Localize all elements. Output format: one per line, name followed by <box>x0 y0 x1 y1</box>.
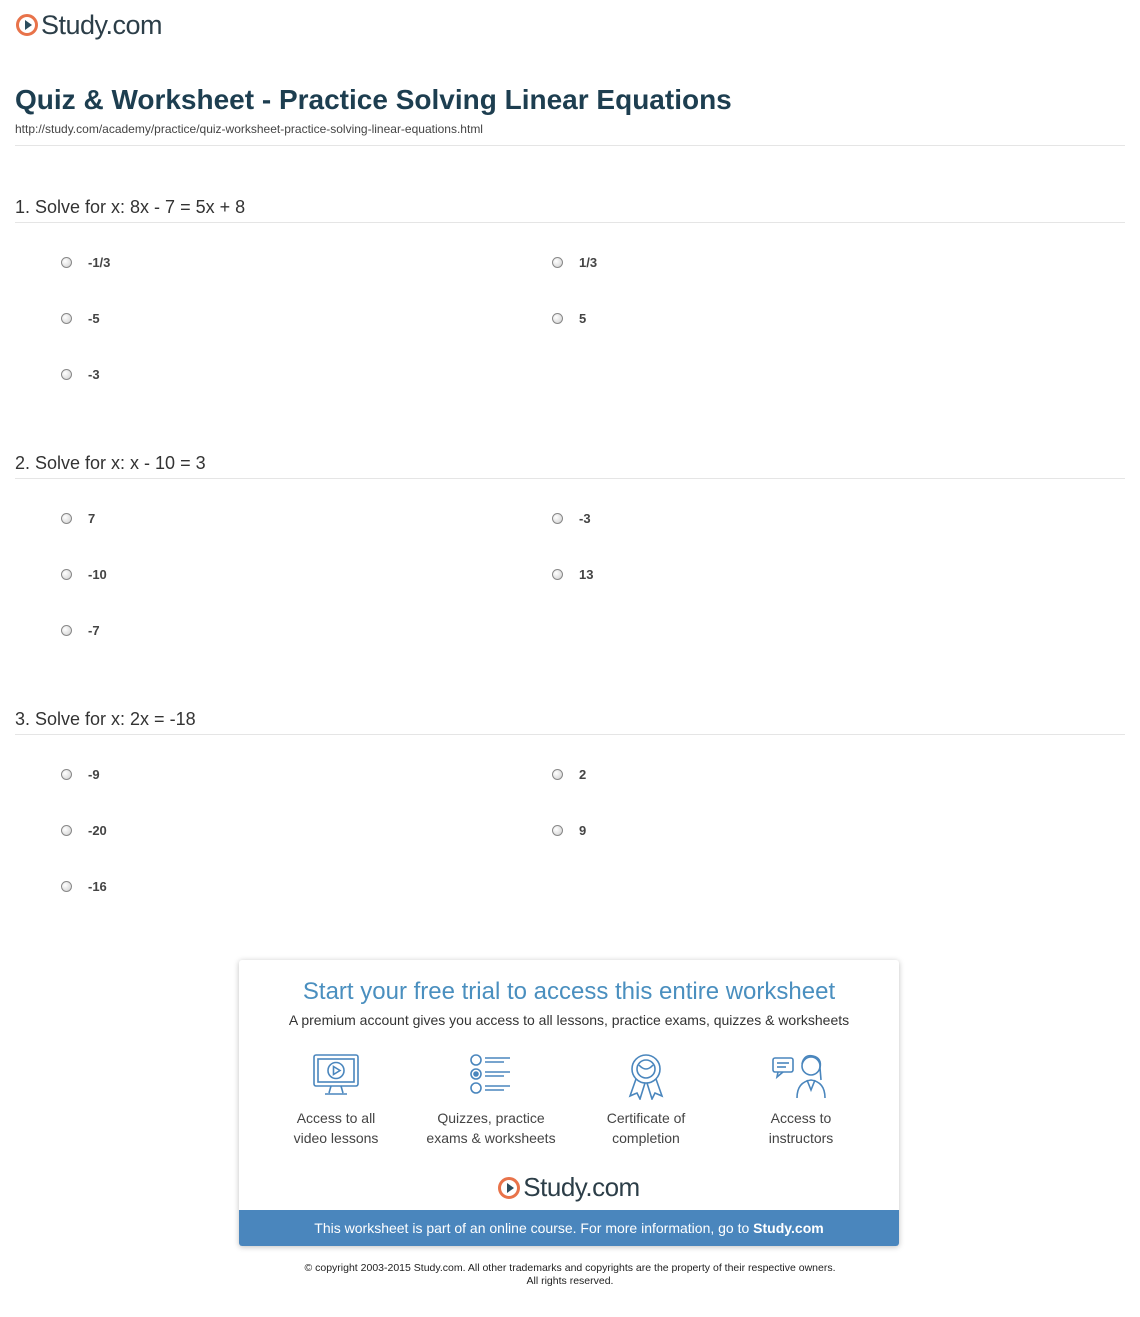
course-info-bar <box>239 1210 899 1246</box>
radio-button[interactable] <box>61 569 72 580</box>
radio-button[interactable] <box>552 257 563 268</box>
answer-option[interactable] <box>552 310 586 326</box>
feature-video-lessons <box>256 1052 416 1148</box>
page-url: http://study.com/academy/practice/quiz-worksheet-practice-solving-linear-equations.html <box>15 122 483 136</box>
answer-option[interactable] <box>552 766 586 782</box>
radio-button[interactable] <box>552 569 563 580</box>
answer-option[interactable] <box>61 366 100 382</box>
option-label: -3 <box>579 510 591 526</box>
radio-button[interactable] <box>61 369 72 380</box>
option-label: 1/3 <box>579 254 598 270</box>
option-label: 2 <box>579 766 587 782</box>
answer-option[interactable] <box>61 566 107 582</box>
feature-quizzes <box>411 1052 571 1148</box>
promo-logo <box>239 1172 899 1203</box>
answer-option[interactable] <box>552 566 593 582</box>
option-label: 5 <box>579 310 587 326</box>
answer-option[interactable] <box>61 822 107 838</box>
answer-option[interactable] <box>61 766 100 782</box>
promo-subheading: A premium account gives you access to all lessons, practice exams, quizzes & worksheets <box>288 1012 850 1028</box>
feature-certificate <box>566 1052 726 1148</box>
radio-button[interactable] <box>61 825 72 836</box>
feature-label: Access to all video lessons <box>293 1110 379 1146</box>
copyright <box>0 1262 1140 1288</box>
question-title: 3. Solve for x: 2x = -18 <box>15 709 196 729</box>
free-trial-panel <box>239 960 899 1246</box>
answer-option[interactable] <box>61 622 100 638</box>
answer-option[interactable] <box>552 254 597 270</box>
radio-button[interactable] <box>61 769 72 780</box>
option-label: -10 <box>88 566 107 582</box>
radio-button[interactable] <box>552 825 563 836</box>
certificate-ribbon-icon <box>621 1052 671 1100</box>
answer-option[interactable] <box>61 878 107 894</box>
promo-heading[interactable]: Start your free trial to access this entire worksheet <box>302 978 836 1005</box>
answer-option[interactable] <box>552 510 591 526</box>
radio-button[interactable] <box>552 769 563 780</box>
radio-button[interactable] <box>61 313 72 324</box>
question <box>15 194 1125 403</box>
answer-options <box>15 735 1125 915</box>
page-title: Quiz & Worksheet - Practice Solving Linear Equations <box>15 84 732 115</box>
option-label: -20 <box>88 822 107 838</box>
study-logo[interactable] <box>16 10 162 40</box>
radio-button[interactable] <box>61 513 72 524</box>
radio-button[interactable] <box>61 257 72 268</box>
play-logo-icon <box>498 1177 520 1199</box>
feature-label: Access to instructors <box>768 1110 834 1146</box>
option-label: -16 <box>88 878 107 894</box>
radio-button[interactable] <box>552 513 563 524</box>
answer-option[interactable] <box>61 510 95 526</box>
answer-option[interactable] <box>61 254 110 270</box>
option-label: 13 <box>579 566 594 582</box>
promo-logo-text: Study.com <box>523 1172 640 1202</box>
answer-options <box>15 223 1125 403</box>
radio-button[interactable] <box>61 881 72 892</box>
radio-button[interactable] <box>552 313 563 324</box>
feature-label: Certificate of completion <box>606 1110 686 1146</box>
instructor-chat-icon <box>771 1052 831 1100</box>
bar-text: This worksheet is part of an online course. For more information, go to <box>314 1220 754 1236</box>
rights-line: All rights reserved. <box>526 1275 614 1287</box>
option-label: -5 <box>88 310 100 326</box>
monitor-play-icon <box>311 1052 361 1100</box>
option-label: -1/3 <box>88 254 111 270</box>
radio-button[interactable] <box>61 625 72 636</box>
checklist-icon <box>466 1052 516 1100</box>
question-title: 1. Solve for x: 8x - 7 = 5x + 8 <box>15 197 246 217</box>
question <box>15 706 1125 915</box>
play-logo-icon <box>16 14 38 36</box>
feature-label: Quizzes, practice exams & worksheets <box>426 1110 556 1146</box>
option-label: -3 <box>88 366 100 382</box>
option-label: -9 <box>88 766 100 782</box>
answer-option[interactable] <box>61 310 100 326</box>
option-label: 7 <box>88 510 96 526</box>
feature-instructors <box>721 1052 881 1148</box>
logo-text: Study.com <box>41 9 163 40</box>
study-link[interactable]: Study.com <box>753 1220 824 1236</box>
copyright-line: © copyright 2003-2015 Study.com. All other trademarks and copyrights are the property of their respective owners. <box>304 1262 836 1274</box>
divider <box>15 145 1125 146</box>
option-label: 9 <box>579 822 587 838</box>
question <box>15 450 1125 659</box>
answer-options <box>15 479 1125 659</box>
answer-option[interactable] <box>552 822 586 838</box>
option-label: -7 <box>88 622 100 638</box>
question-title: 2. Solve for x: x - 10 = 3 <box>15 453 206 473</box>
